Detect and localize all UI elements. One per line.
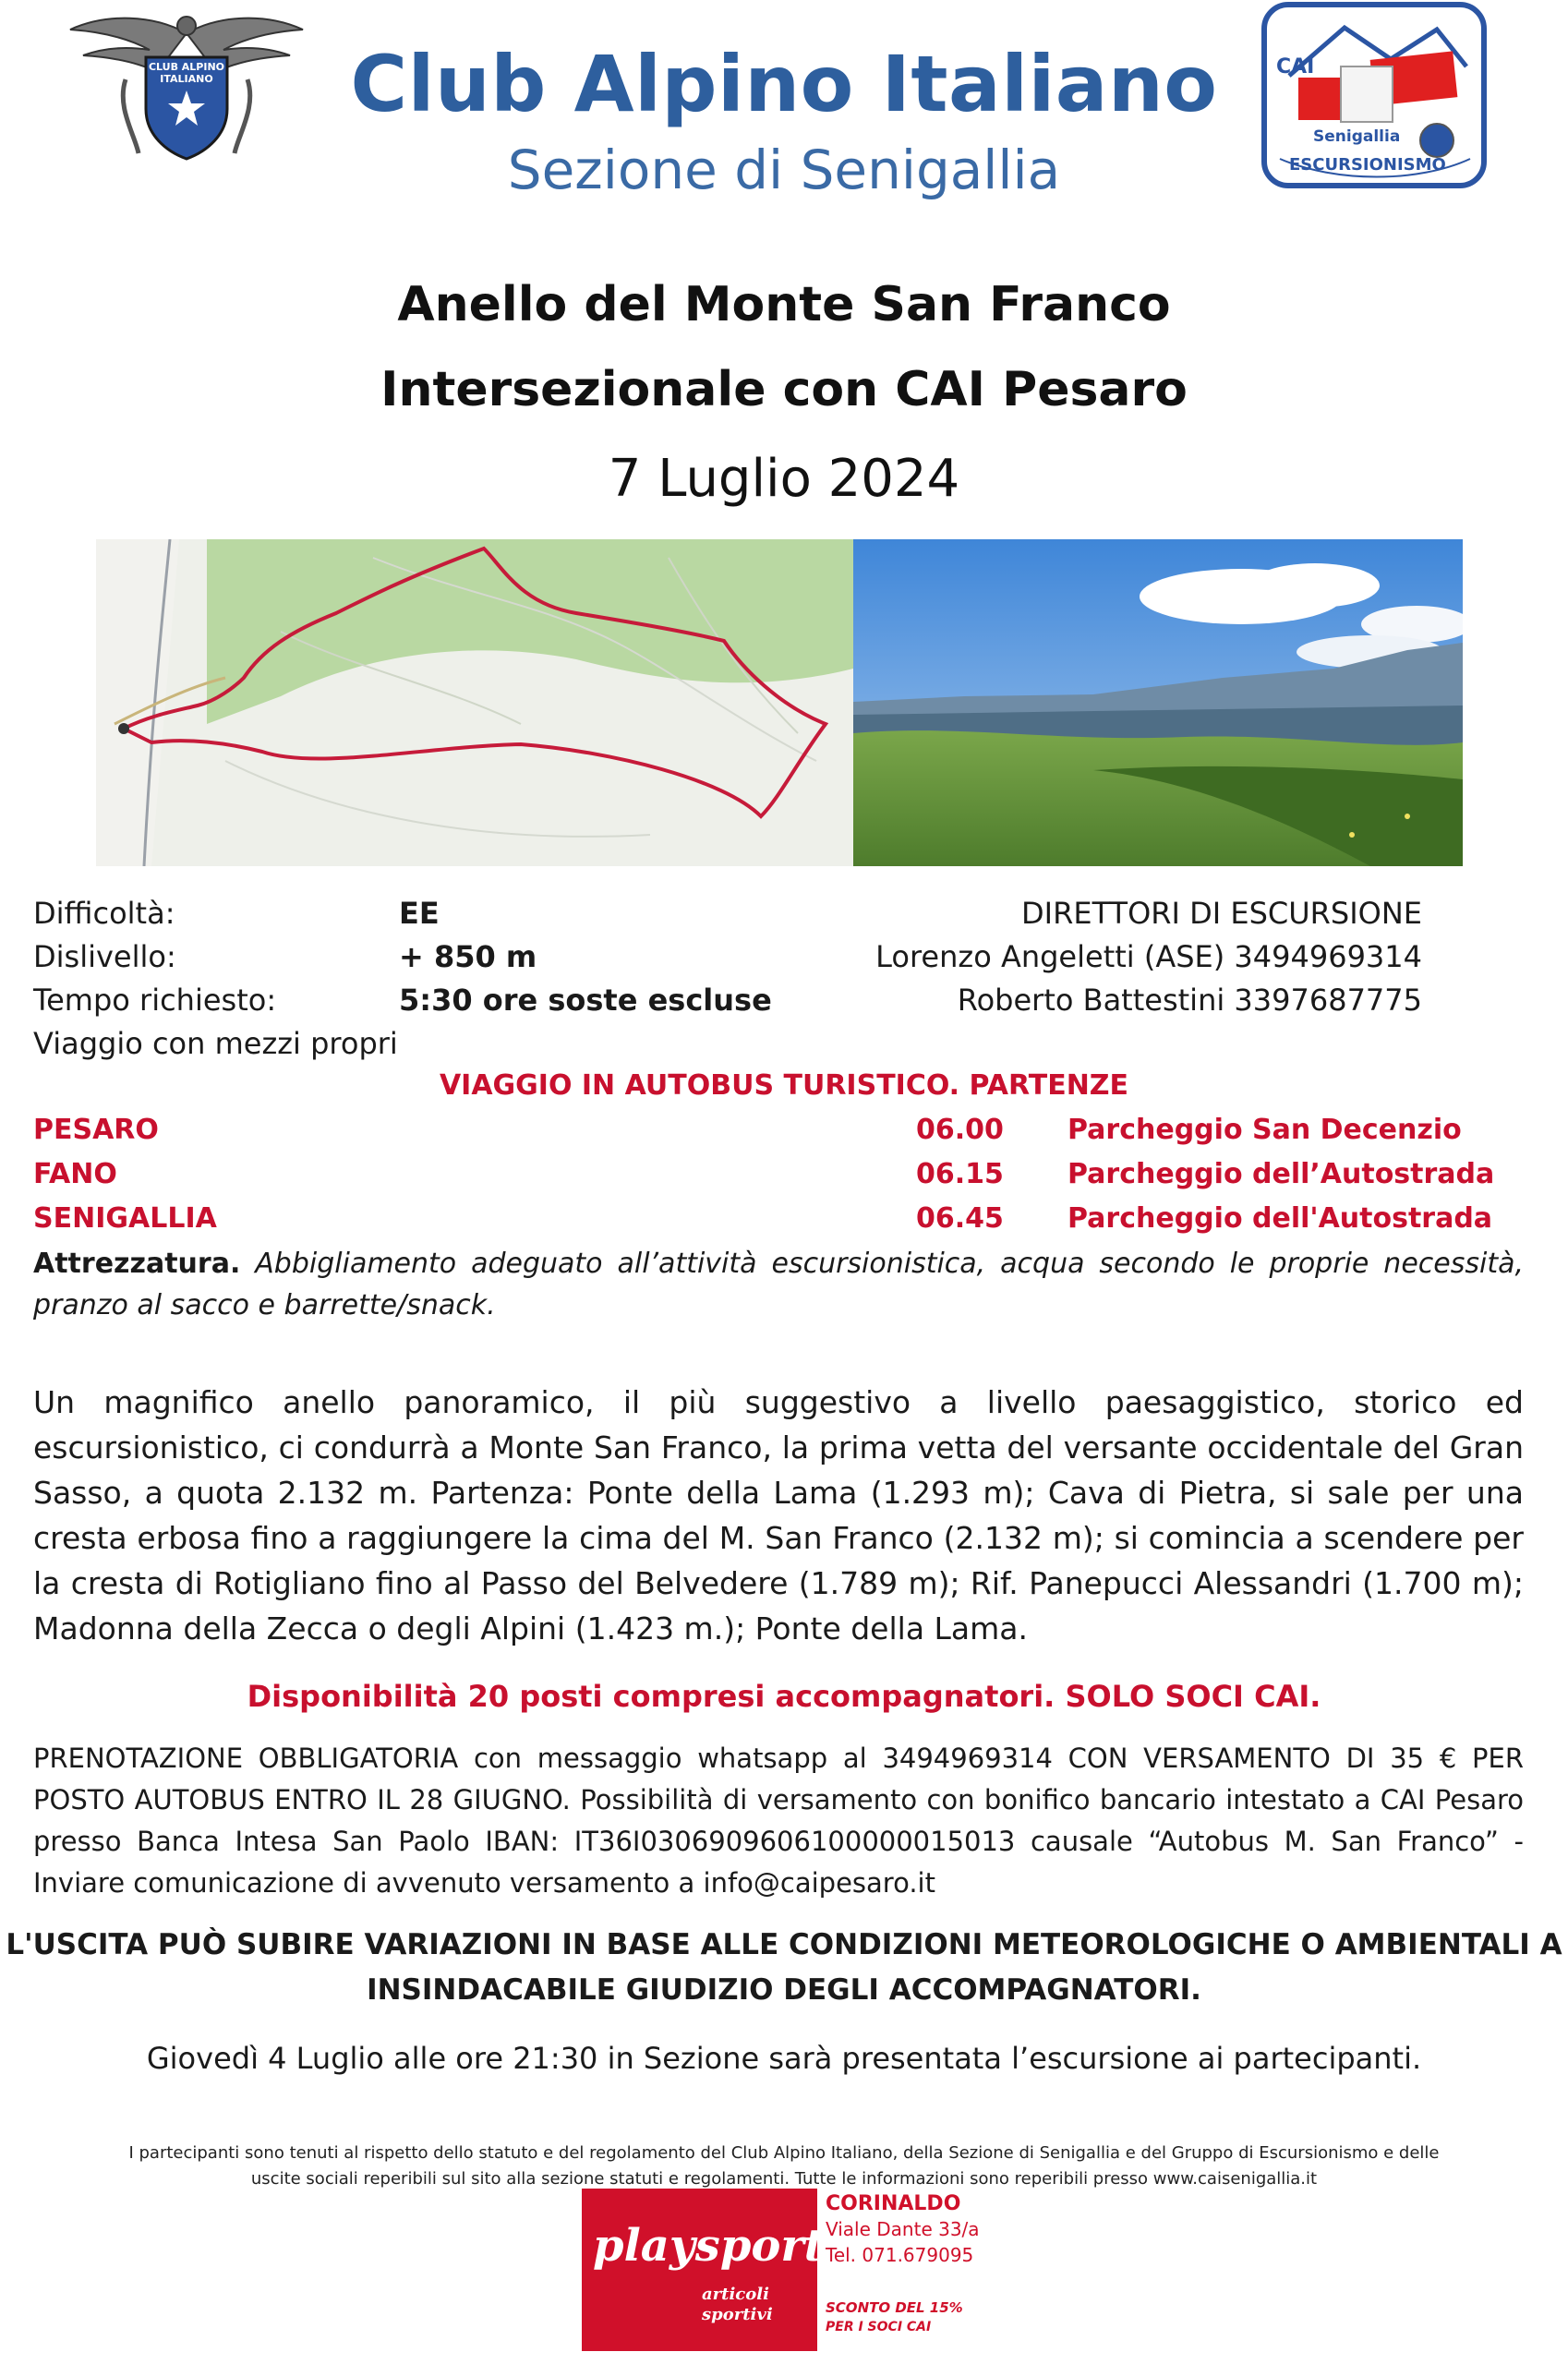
difficulty-value: EE [399,896,440,931]
cai-senigallia-escursionismo-logo [1261,2,1487,188]
logo-right-city-text: Senigallia [1313,127,1401,146]
difficulty-label: Difficoltà: [33,896,175,931]
sponsor-city: CORINALDO [826,2192,961,2215]
departure-place: Parcheggio dell'Autostrada [1067,1202,1493,1235]
route-map-image [96,539,853,866]
event-subtitle: Intersezionale con CAI Pesaro [380,362,1188,417]
page-title: Club Alpino Italiano [350,39,1218,129]
logo-right-escursionismo-text: ESCURSIONISMO [1289,155,1446,175]
warning-line-1: L'USCITA PUÒ SUBIRE VARIAZIONI IN BASE ALLE CONDIZIONI METEOROLOGICHE O AMBIENTALI A [6,1928,1562,1961]
departure-city: SENIGALLIA [33,1202,217,1235]
time-label: Tempo richiesto: [33,983,277,1018]
directors-title: DIRETTORI DI ESCURSIONE [1021,896,1422,931]
departure-city: FANO [33,1158,117,1190]
page-subtitle: Sezione di Senigallia [507,139,1061,201]
director-2: Roberto Battestini 3397687775 [957,983,1422,1018]
elevation-label: Dislivello: [33,939,176,974]
description-paragraph: Un magnifico anello panoramico, il più suggestivo a livello paesaggistico, storico ed escursionistico, ci condurrà a Monte San Franco, la prima vetta del versante occidentale del Gran Sasso, a quota 2.132 m. Partenza: Ponte della Lama (1.293 m); Cava di Pietra, si sale per una cresta erbosa fino a raggiungere la cima del M. San Franco (2.132 m); si comincia a scendere per la cresta di Rotigliano fino al Passo del Belvedere (1.789 m); Rif. Panepucci Alessandri (1.700 m); Madonna della Zecca o degli Alpini (1.423 m.); Ponte della Lama. [33,1384,1524,1646]
travel-note: Viaggio con mezzi propri [33,1026,398,1061]
sponsor-phone: Tel. 071.679095 [826,2244,974,2266]
sponsor-logo [582,2189,825,2351]
departure-time: 06.00 [916,1114,1004,1146]
event-title: Anello del Monte San Franco [397,277,1171,332]
departures-heading: VIAGGIO IN AUTOBUS TURISTICO. PARTENZE [439,1069,1129,1102]
elevation-value: + 850 m [399,939,537,974]
sponsor-tagline-1: articoli [702,2285,769,2304]
departure-time: 06.45 [916,1202,1004,1235]
departure-place: Parcheggio San Decenzio [1067,1114,1462,1146]
departure-city: PESARO [33,1114,159,1146]
sponsor-tagline-2: sportivi [702,2305,773,2324]
sponsor-banner [582,2189,997,2351]
logo-left-text: CLUB ALPINO ITALIANO [148,61,225,85]
booking-paragraph: PRENOTAZIONE OBBLIGATORIA con messaggio whatsapp al 3494969314 CON VERSAMENTO DI 35 € PER POSTO AUTOBUS ENTRO IL 28 GIUGNO. Possibilità di versamento con bonifico bancario intestato a CAI Pesaro presso Banca Intesa San Paolo IBAN: IT36I0306909606100000015013 causale “Autobus M. San Franco” - Inviare comunicazione di avvenuto versamento a info@caipesaro.it [33,1743,1524,1899]
departure-time: 06.15 [916,1158,1004,1190]
equipment-text: Abbigliamento adeguato all’attività escursionistica, acqua secondo le proprie necessità, pranzo al sacco e barrette/snack. [33,1248,1524,1321]
warning-line-2: INSINDACABILE GIUDIZIO DEGLI ACCOMPAGNATORI. [367,1973,1201,2007]
departure-place: Parcheggio dell’Autostrada [1067,1158,1495,1190]
sponsor-discount-2: PER I SOCI CAI [826,2320,932,2334]
event-date: 7 Luglio 2024 [608,449,960,509]
footer-line-2: uscite sociali reperibili sul sito alla sezione statuti e regolamenti. Tutte le informazioni sono reperibili presso www.caisenigallia.it [250,2169,1318,2189]
time-value: 5:30 ore soste escluse [399,983,772,1018]
sponsor-address: Viale Dante 33/a [826,2218,980,2240]
sponsor-brand: playsport [593,2220,825,2272]
equipment-label: Attrezzatura. [33,1248,241,1280]
sponsor-discount-1: SCONTO DEL 15% [826,2299,963,2316]
logo-right-cai-text: CAI [1276,55,1315,78]
presentation-note: Giovedì 4 Luglio alle ore 21:30 in Sezione sarà presentata l’escursione ai partecipanti. [146,2041,1422,2076]
availability-note: Disponibilità 20 posti compresi accompagnatori. SOLO SOCI CAI. [247,1679,1321,1714]
equipment-paragraph [33,1243,1524,1326]
director-1: Lorenzo Angeletti (ASE) 3494969314 [875,939,1422,974]
landscape-photo [853,539,1463,866]
footer-line-1: I partecipanti sono tenuti al rispetto dello statuto e del regolamento del Club Alpino Italiano, della Sezione di Senigallia e del Gruppo di Escursionismo e delle [128,2143,1440,2163]
